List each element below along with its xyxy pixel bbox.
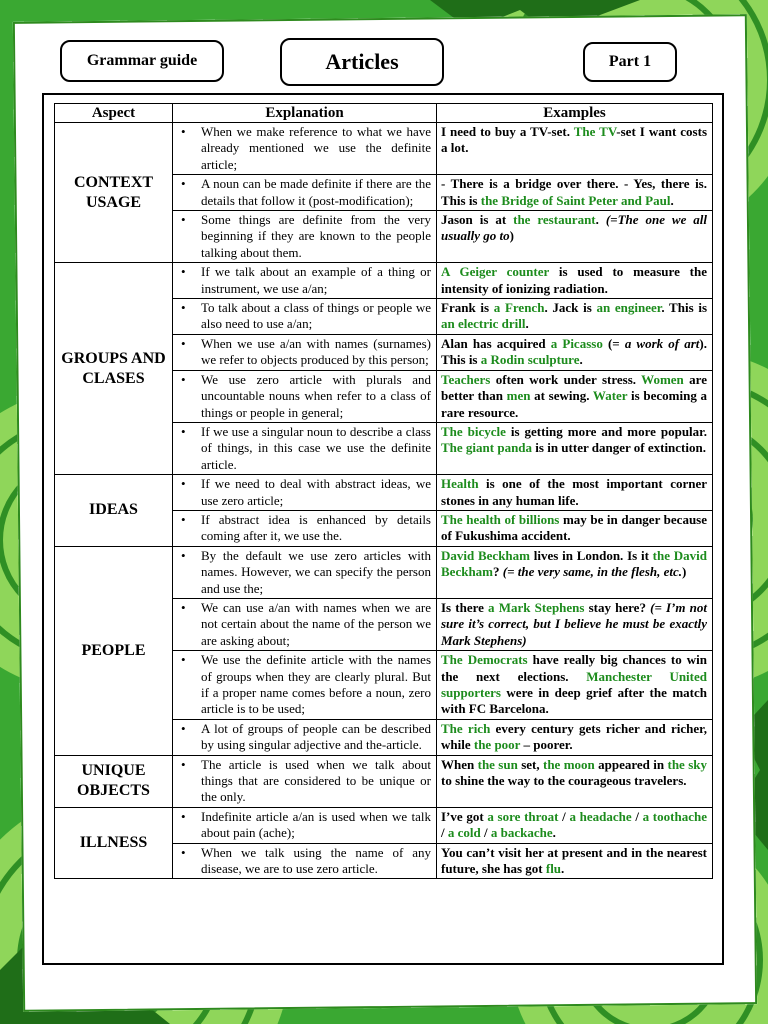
example-text: Jason is at (441, 212, 514, 228)
explanation-cell: • Indefinite article a/an is used when we talk about pain (ache); (173, 807, 437, 843)
example-cell (437, 334, 713, 370)
explanation-cell: • We use zero article with plurals and uncountable nouns when refer to a class of things or people in general; (173, 370, 437, 422)
table-row (55, 755, 713, 807)
example-cell (437, 546, 713, 598)
example-text: stay here? (584, 599, 651, 615)
article-highlight: The bicycle (441, 423, 506, 439)
article-highlight: a backache (490, 825, 553, 841)
aspect-cell: PEOPLE (55, 546, 173, 755)
example-text: You can’t visit her at present and in the nearest future, she has got (441, 844, 707, 877)
article-highlight: Health (441, 476, 479, 492)
articles-table-sheet (42, 93, 724, 965)
table-row (55, 475, 713, 511)
article-highlight: a toothache (642, 808, 707, 824)
example-cell (437, 263, 713, 299)
example-text: (= the very same, in the flesh, etc. (502, 564, 683, 580)
example-text: – poorer. (520, 737, 573, 753)
explanation-cell: • If abstract idea is enhanced by details coming after it, we use the. (173, 510, 437, 546)
example-text: at sewing. (530, 388, 593, 404)
article-highlight: The TV (573, 124, 617, 139)
example-text: Is there (441, 599, 489, 615)
example-text: ) (682, 564, 687, 580)
article-highlight: the moon (543, 756, 595, 772)
example-cell (437, 175, 713, 211)
example-text: I’ve got (441, 808, 488, 824)
article-highlight: flu (545, 861, 562, 877)
explanation-cell: • If we talk about an example of a thing or instrument, we use a/an; (173, 263, 437, 299)
table-row (55, 546, 713, 598)
column-header-explanation: Explanation (173, 104, 437, 123)
example-cell (437, 370, 713, 422)
example-text: is used to measure the intensity of ionizing radiation. (441, 264, 708, 296)
example-text: . (595, 212, 606, 228)
example-text: Alan has acquired (441, 335, 551, 351)
article-highlight: a Rodin sculpture (480, 352, 580, 368)
example-text: . (579, 352, 583, 368)
example-text: Frank is (441, 300, 494, 316)
example-text: -set I want costs a lot. (441, 124, 708, 156)
example-text: . Jack is (544, 300, 597, 316)
article-highlight: The health of billions (441, 511, 560, 527)
explanation-cell: • A lot of groups of people can be described by using singular adjective and the-article. (173, 719, 437, 755)
example-cell (437, 422, 713, 474)
example-text: is one of the most important corner stones in any human life. (441, 476, 707, 508)
explanation-cell: • A noun can be made definite if there are the details that follow it (post-modification); (173, 175, 437, 211)
table-body (55, 123, 713, 879)
article-highlight: David Beckham (441, 547, 530, 563)
column-header-aspect: Aspect (55, 104, 173, 123)
article-highlight: Manchester United supporters (441, 668, 707, 700)
table-header-row (55, 104, 713, 123)
explanation-cell: • When we make reference to what we have already mentioned we use the definite article; (173, 123, 437, 175)
example-text: . (561, 861, 565, 877)
article-highlight: a headache (569, 808, 632, 824)
grammar-guide-label: Grammar guide (60, 40, 224, 82)
example-text: / (480, 825, 491, 841)
article-highlight: The rich (441, 720, 491, 736)
article-highlight: a Mark Stephens (488, 599, 585, 615)
explanation-cell: • If we need to deal with abstract ideas, we use zero article; (173, 475, 437, 511)
article-highlight: the sky (667, 756, 707, 772)
example-text: . (552, 825, 556, 841)
articles-table (54, 103, 713, 879)
article-highlight: Teachers (441, 371, 491, 387)
explanation-cell: • Some things are definite from the very beginning if they are known to the people talking about them. (173, 211, 437, 263)
example-text: ? (493, 564, 503, 580)
page-title: Articles (280, 38, 444, 86)
example-cell (437, 719, 713, 755)
aspect-cell: UNIQUE OBJECTS (55, 755, 173, 807)
explanation-cell: • We use the definite article with the names of groups when they are clearly plural. But if a proper name comes before a noun, zero article is to be used; (173, 651, 437, 720)
example-text: - There is a bridge over there. - Yes, there is. This is (441, 176, 707, 208)
article-highlight: The giant panda (441, 440, 533, 456)
article-highlight: The Democrats (441, 652, 528, 668)
example-cell (437, 843, 713, 879)
article-highlight: an electric drill (441, 316, 526, 332)
example-text: is in utter danger of extinction. (532, 440, 706, 456)
example-text: is getting more and more popular. (505, 423, 707, 439)
example-cell (437, 651, 713, 720)
example-text: often work under stress. (490, 371, 642, 387)
example-text: lives in London. Is it (530, 547, 653, 563)
example-text: / (558, 808, 570, 824)
example-text: (= I’m not sure it’s correct, but I believe he must be exactly Mark Stephens) (441, 599, 707, 648)
example-cell (437, 807, 713, 843)
example-text: a work of art (624, 335, 700, 351)
part-label: Part 1 (583, 42, 677, 82)
example-text: is becoming a rare resource. (441, 388, 707, 420)
article-highlight: a sore throat (487, 808, 559, 824)
example-text: to shine the way to the courageous travelers. (441, 773, 687, 789)
example-cell (437, 598, 713, 650)
article-highlight: a cold (447, 825, 481, 841)
example-text: (= (602, 335, 625, 351)
example-cell (437, 299, 713, 335)
example-text: / (631, 808, 643, 824)
example-text: . This is (661, 300, 707, 316)
example-text: are better than (441, 371, 707, 404)
example-cell (437, 211, 713, 263)
example-text: ). This is (441, 335, 707, 368)
explanation-cell: • By the default we use zero articles with names. However, we can specify the person and use the; (173, 546, 437, 598)
table-row (55, 263, 713, 299)
article-highlight: the David Beckham (441, 547, 707, 580)
example-text: ) (509, 228, 514, 244)
explanation-cell: • To talk about a class of things or people we also need to use a/an; (173, 299, 437, 335)
example-text: / (441, 825, 448, 841)
article-highlight: the poor (473, 737, 521, 753)
article-highlight: A Geiger counter (441, 264, 550, 280)
example-text: appeared in (594, 756, 668, 772)
example-text: have really big chances to win the next elections. (441, 652, 707, 684)
article-highlight: the Bridge of Saint Peter and Paul (480, 192, 671, 208)
aspect-cell: CONTEXT USAGE (55, 123, 173, 263)
example-text: I need to buy a TV-set. (441, 124, 574, 139)
example-text: . (525, 316, 529, 332)
example-text: may be in danger because of Fukushima accident. (441, 511, 708, 544)
aspect-cell: GROUPS AND CLASES (55, 263, 173, 475)
article-highlight: a Picasso (550, 335, 603, 351)
article-highlight: men (506, 388, 531, 404)
example-text: When (441, 756, 478, 772)
table-row (55, 123, 713, 175)
article-highlight: the restaurant (513, 212, 596, 228)
explanation-cell: • When we talk using the name of any disease, we are to use zero article. (173, 843, 437, 879)
example-text: every century gets richer and richer, while (441, 720, 707, 753)
article-highlight: Water (592, 388, 628, 404)
article-highlight: the sun (477, 756, 518, 772)
example-cell (437, 510, 713, 546)
aspect-cell: IDEAS (55, 475, 173, 547)
example-text: were in deep grief after the match with FC Barcelona. (441, 685, 707, 717)
example-text: (=The one we all usually go to (441, 212, 708, 244)
explanation-cell: • The article is used when we talk about things that are considered to be unique or the only. (173, 755, 437, 807)
aspect-cell: ILLNESS (55, 807, 173, 879)
explanation-cell: • We can use a/an with names when we are not certain about the name of the person we are asking about; (173, 598, 437, 650)
example-text: . (670, 192, 674, 208)
article-highlight: a French (493, 300, 545, 316)
column-header-examples: Examples (437, 104, 713, 123)
example-cell (437, 755, 713, 807)
explanation-cell: • If we use a singular noun to describe a class of things, in this case we use the definite article. (173, 422, 437, 474)
explanation-cell: • When we use a/an with names (surnames) we refer to objects produced by this person; (173, 334, 437, 370)
example-text: set, (517, 756, 543, 772)
table-row (55, 807, 713, 843)
article-highlight: Women (641, 371, 684, 387)
example-cell (437, 475, 713, 511)
article-highlight: an engineer (596, 300, 662, 316)
example-cell (437, 123, 713, 175)
